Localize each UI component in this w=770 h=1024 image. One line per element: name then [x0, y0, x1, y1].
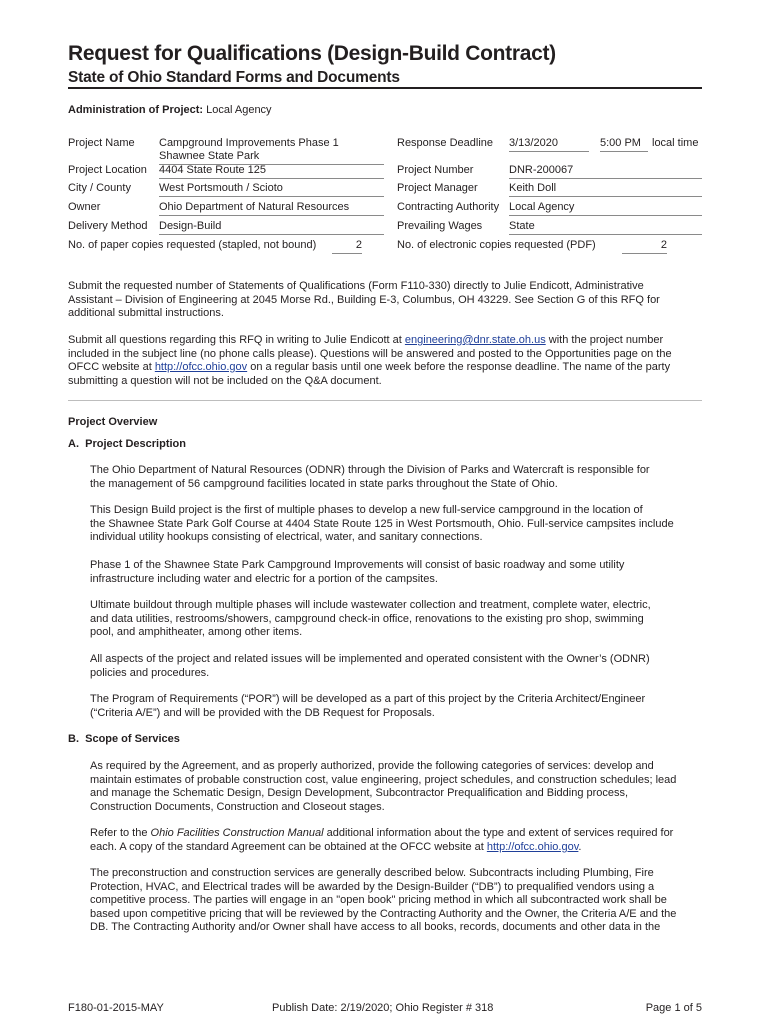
footer-page-number: Page 1 of 5	[645, 1002, 702, 1014]
contracting-authority-label: Contracting Authority	[397, 201, 500, 213]
administration-label: Administration of Project:	[68, 104, 204, 116]
text-line: Construction Documents, Construction and Closeout stages.	[90, 800, 385, 813]
project-manager-label: Project Manager	[397, 182, 478, 194]
scope-paragraph-2	[90, 827, 673, 854]
city-county-label: City / County	[68, 182, 131, 194]
text-line: All aspects of the project and related issues will be implemented and operated consistent with the Owner’s (ODNR)	[90, 653, 650, 665]
text-line: submitting a question will not be included on the Q&A document.	[68, 374, 382, 387]
project-name-value-line1: Campground Improvements Phase 1	[159, 137, 339, 149]
response-deadline-date: 3/13/2020	[509, 137, 589, 152]
section-b-heading: B. Scope of Services	[68, 733, 180, 745]
contracting-authority-value: Local Agency	[509, 201, 702, 216]
description-paragraph-3	[90, 559, 624, 586]
text-line: individual utility hookups consisting of electrical, water, and sanitary connections.	[90, 531, 483, 543]
response-deadline-time: 5:00 PM	[600, 137, 648, 152]
text-line: infrastructure including water and electric for a portion of the campsites.	[90, 572, 438, 585]
electronic-copies-value: 2	[622, 239, 667, 254]
text-fragment: on a regular basis until one week before the response deadline. The name of the party	[247, 361, 671, 373]
text-line: additional submittal instructions.	[68, 307, 224, 319]
section-a-heading: A. Project Description	[68, 438, 186, 450]
project-overview-heading: Project Overview	[68, 416, 158, 428]
ofcc-website-link[interactable]: http://ofcc.ohio.gov	[154, 361, 248, 373]
project-location-value: 4404 State Route 125	[159, 164, 384, 179]
text-line: As required by the Agreement, and as properly authorized, provide the following categories of services: develop and	[90, 760, 654, 772]
description-paragraph-6	[90, 693, 645, 720]
text-line: Ultimate buildout through multiple phases will include wastewater collection and treatment, complete water, electric,	[90, 599, 651, 611]
project-number-label: Project Number	[397, 164, 474, 176]
text-line: This Design Build project is the first of multiple phases to develop a new full-service campground in the location of	[90, 504, 643, 516]
text-line	[90, 841, 673, 855]
project-name-value-line2: Shawnee State Park	[159, 150, 384, 165]
text-line: competitive process. The parties will engage in an "open book" pricing method in which all subcontracted work shall be	[90, 894, 667, 906]
project-name-label: Project Name	[68, 137, 135, 149]
project-location-label: Project Location	[68, 164, 147, 176]
text-line	[90, 827, 673, 841]
text-line: Phase 1 of the Shawnee State Park Campground Improvements will consist of basic roadway and some utility	[90, 559, 625, 571]
text-line: The Program of Requirements (“POR”) will be developed as a part of this project by the Criteria Architect/Engineer	[90, 693, 646, 705]
text-fragment: OFCC website at	[68, 361, 155, 373]
text-line	[68, 361, 672, 375]
scope-paragraph-3	[90, 867, 676, 935]
text-line: The Ohio Department of Natural Resources (ODNR) through the Division of Parks and Watercraft is responsible for	[90, 464, 650, 476]
questions-paragraph	[68, 334, 672, 388]
text-line: and data utilities, restrooms/showers, campground check-in office, renovations to the existing pro shop, swimming	[90, 612, 644, 625]
project-manager-value: Keith Doll	[509, 182, 702, 197]
owner-label: Owner	[68, 201, 101, 213]
text-line	[68, 334, 672, 348]
text-fragment: Submit all questions regarding this RFQ in writing to Julie Endicott at	[68, 334, 405, 346]
text-line: based upon competitive pricing that will be reviewed by the Contracting Authority and the Owner, the Criteria A/E and the	[90, 907, 677, 920]
text-line: DB. The Contracting Authority and/or Owner shall have access to all books, records, documents and other data in the	[90, 921, 661, 933]
title-divider	[68, 87, 702, 89]
project-number-value: DNR-200067	[509, 164, 702, 179]
submission-instructions-paragraph	[68, 280, 660, 321]
text-fragment: with the project number	[545, 334, 664, 346]
administration-line	[68, 104, 272, 118]
delivery-method-label: Delivery Method	[68, 220, 148, 232]
text-fragment: Refer to the	[90, 827, 151, 839]
city-county-value: West Portsmouth / Scioto	[159, 182, 384, 197]
text-line: Assistant – Division of Engineering at 2045 Morse Rd., Building E-3, Columbus, OH 43229. See Section G of this RFQ for	[68, 293, 660, 306]
prevailing-wages-label: Prevailing Wages	[397, 220, 483, 232]
owner-value: Ohio Department of Natural Resources	[159, 201, 384, 216]
response-deadline-label: Response Deadline	[397, 137, 494, 149]
text-line: included in the subject line (no phone calls please). Questions will be answered and posted to the Opportunities page on the	[68, 347, 672, 360]
description-paragraph-4	[90, 599, 651, 640]
paper-copies-value: 2	[332, 239, 362, 254]
text-line: The preconstruction and construction services are generally described below. Subcontracts including Plumbing, Fire	[90, 867, 654, 879]
description-paragraph-2	[90, 504, 674, 545]
section-divider	[68, 400, 702, 401]
text-line: Submit the requested number of Statements of Qualifications (Form F110-330) directly to Julie Endicott, Administrative	[68, 280, 644, 292]
text-line: policies and procedures.	[90, 666, 210, 679]
description-paragraph-5	[90, 653, 650, 680]
paper-copies-label: No. of paper copies requested (stapled, not bound)	[68, 239, 317, 251]
ofcc-website-link[interactable]: http://ofcc.ohio.gov	[486, 840, 579, 853]
text-fragment: additional information about the type and extent of services required for	[323, 827, 674, 839]
text-line: pool, and amphitheater, among other items.	[90, 626, 303, 638]
text-line: (“Criteria A/E”) and will be provided with the DB Request for Proposals.	[90, 706, 435, 719]
text-fragment: each. A copy of the standard Agreement can be obtained at the OFCC website at	[90, 840, 487, 853]
description-paragraph-1	[90, 464, 650, 491]
page-subtitle: State of Ohio Standard Forms and Documents	[68, 69, 400, 86]
text-line: Protection, HVAC, and Electrical trades will be awarded by the Design-Builder (“DB”) to prequalified vendors using a	[90, 880, 655, 893]
page-title: Request for Qualifications (Design-Build Contract)	[68, 42, 556, 65]
local-time-label: local time	[652, 137, 699, 149]
text-line: the Shawnee State Park Golf Course at 4404 State Route 125 in West Portsmouth, Ohio. Full-service campsites include	[90, 517, 674, 530]
email-link[interactable]: engineering@dnr.state.oh.us	[404, 334, 546, 346]
electronic-copies-label: No. of electronic copies requested (PDF)	[397, 239, 596, 251]
delivery-method-value: Design-Build	[159, 220, 384, 235]
manual-title: Ohio Facilities Construction Manual	[150, 827, 324, 839]
scope-paragraph-1	[90, 760, 676, 814]
text-line: the management of 56 campground facilities located in state parks throughout the State of Ohio.	[90, 477, 558, 490]
footer-form-id: F180-01-2015-MAY	[68, 1002, 164, 1014]
administration-value: Local Agency	[206, 104, 272, 116]
footer-publish-date: Publish Date: 2/19/2020; Ohio Register # 318	[272, 1002, 494, 1014]
text-line: maintain estimates of probable construction cost, value engineering, project schedules, and construction schedules; lead	[90, 773, 677, 786]
prevailing-wages-value: State	[509, 220, 702, 235]
text-line: and manage the Schematic Design, Design Development, Subcontractor Prequalification and Bidding process,	[90, 787, 629, 799]
text-fragment: .	[578, 840, 582, 853]
